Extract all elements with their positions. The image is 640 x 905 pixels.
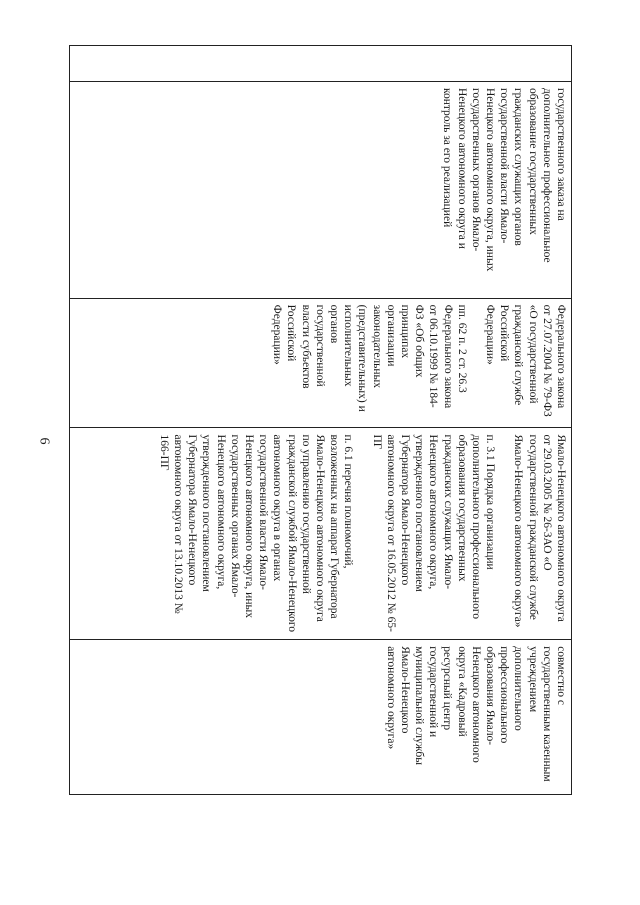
table-cell-number	[70, 46, 571, 82]
table-cell-regional-act	[70, 428, 571, 640]
table-cell-note	[70, 640, 571, 795]
regional-act-ref-2: п. 3.1 Порядка организации дополнительного профессионального образования государственных гражданских служащих Ямало-Ненецкого автономного округа, утвержденного постановлением Губернатора Ямало-Ненецкого автономного округа от 16.05.2012 № 65-ПГ	[370, 434, 497, 632]
regional-act-ref-3: п. 6.1 перечня полномочий, возложенных на аппарат Губернатора Ямало-Ненецкого автономного округа по управлению государственной гражданской службой Ямало-Ненецкого автономного округа в органах государственной власти Ямало-Ненецкого автономного округа, иных государственных органах Ямало-Ненецкого автономного округа, утвержденного постановлением Губернатора Ямало-Ненецкого автономного округа от 13.10.2013 № 166-ПГ	[157, 434, 355, 633]
note-text: совместно с государственным казенным учреждением дополнительного профессионального образования Ямало-Ненецкого автономного округа «Кадровый ресурсный центр государственной и муниципальной службы Ямало-Ненецкого автономного округа»	[384, 646, 567, 782]
table-cell-federal-law	[70, 299, 571, 429]
regulation-table	[69, 45, 572, 795]
regional-act-ref-1: Ямало-Ненецкого автономного округа от 29.03.2005 № 26-ЗАО «О государственной гражданской службе Ямало-Ненецкого автономного округа»	[512, 434, 567, 628]
page-number: 6	[36, 437, 52, 445]
rotated-page	[69, 45, 572, 795]
function-text: государственного заказа на дополнительное профессиональное образование государственных гражданских служащих органов государственной власти Ямало-Ненецкого автономного округа, иных государственных органов Ямало-Ненецкого автономного округа и контроль за его реализацией	[441, 87, 567, 272]
federal-law-ref-2: пп. 62 п. 2 ст. 26.3 Федерального закона от 06.10.1999 № 184-ФЗ «Об общих принципах организации законодательных (представительных) и исполнительных органов государственной власти субъектов Российской Федерации»	[271, 304, 468, 412]
federal-law-ref-1: Федерального закона от 27.07.2004 № 79-ФЗ «О государственной гражданской службе Российской Федерации»	[483, 304, 567, 417]
table-cell-function	[70, 82, 571, 299]
